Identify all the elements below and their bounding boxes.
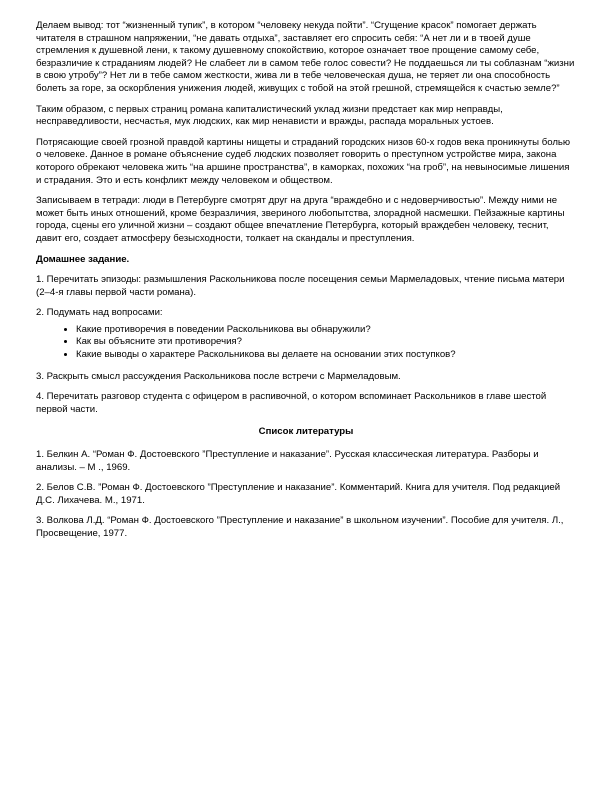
question-item: • Какие противоречия в поведении Раскольникова вы обнаружили? xyxy=(76,324,576,337)
homework-task-1: 1. Перечитать эпизоды: размышления Раскольникова после посещения семьи Мармеладовых, чтение письма матери (2–4-я главы первой части романа). xyxy=(36,274,565,298)
reference-item: 2. Белов С.В. ”Роман Ф. Достоевского ”Преступление и наказание”. Комментарий. Книга для учителя. Под редакцией Д.С. Лихачева. М., 1971. xyxy=(36,482,561,506)
homework-task-4: 4. Перечитать разговор студента с офицером в распивочной, о котором вспоминает Раскольников в главе шестой первой части. xyxy=(36,391,547,415)
homework-questions-list xyxy=(36,324,576,362)
question-item: • Какие выводы о характере Раскольникова вы делаете на основании этих поступков? xyxy=(76,349,576,362)
document-page xyxy=(36,20,576,549)
references-title: Список литературы xyxy=(258,426,354,438)
reference-item: 1. Белкин А. “Роман Ф. Достоевского ”Преступление и наказание”. Русская классическая литература. Разборы и анализы. – М ., 1969. xyxy=(36,449,539,473)
question-item: • Как вы объясните эти противоречия? xyxy=(76,336,576,349)
homework-heading: Домашнее задание. xyxy=(36,253,130,265)
reference-item: 3. Волкова Л.Д. “Роман Ф. Достоевского ”Преступление и наказание” в школьном изучении”. Пособие для учителя. Л., Просвещение, 1977. xyxy=(36,515,564,539)
paragraph-poverty-pictures: Потрясающие своей грозной правдой картины нищеты и страданий городских низов 60-х годов века проникнуты болью о человеке. Данное в романе объяснение судеб людских позволяет говорить о преступном устройстве мира, закона которого обрекают человека жить “на аршине пространства”, в каморках, похожих “на гроб”, на невыносимые лишения и страдания. Это и есть конфликт между человеком и обществом. xyxy=(36,136,571,186)
paragraph-notebook-entry: Записываем в тетради: люди в Петербурге смотрят друг на друга “враждебно и с недоверчивостью”. Между ними не может быть иных отношений, кроме безразличия, звериного любопытства, злорадной насмешки. Пейзажные картины города, сцены его уличной жизни – создают общее впечатление Петербурга, который враждебен человеку, теснит, давит его, создает атмосферу безысходности, толкает на скандалы и преступления. xyxy=(36,195,565,244)
paragraph-conclusion: Делаем вывод: тот “жизненный тупик”, в котором “человеку некуда пойти”. “Сгущение красок” помогает держать читателя в страшном напряжении, “не давать отдыха”, заставляет его спросить себя: “А нет ли и в твоей душе стремления к душевной лени, к такому душевному спокойствию, которое означает твое прощение самому себе, безразличие к страданиям людей? Не слабеет ли в самом тебе голос совести? Не поддаешься ли ты соблазнам “жизни в свою утробу”? Нет ли в тебе самом жесткости, жива ли в тебе человеческая душа, не теряет ли она способность болеть за горе, за оскорбления унижения людей, живущих с тобой на этой грешной, стремящейся к счастью земле?” xyxy=(36,20,575,94)
paragraph-capitalist-order: Таким образом, с первых страниц романа капиталистический уклад жизни предстает как мир неправды, несправедливости, несчастья, мук людских, как мир ненависти и вражды, распада моральных устоев. xyxy=(36,103,503,128)
homework-task-3: 3. Раскрыть смысл рассуждения Раскольникова после встречи с Мармеладовым. xyxy=(36,370,401,382)
homework-task-2: 2. Подумать над вопросами: xyxy=(36,307,163,319)
